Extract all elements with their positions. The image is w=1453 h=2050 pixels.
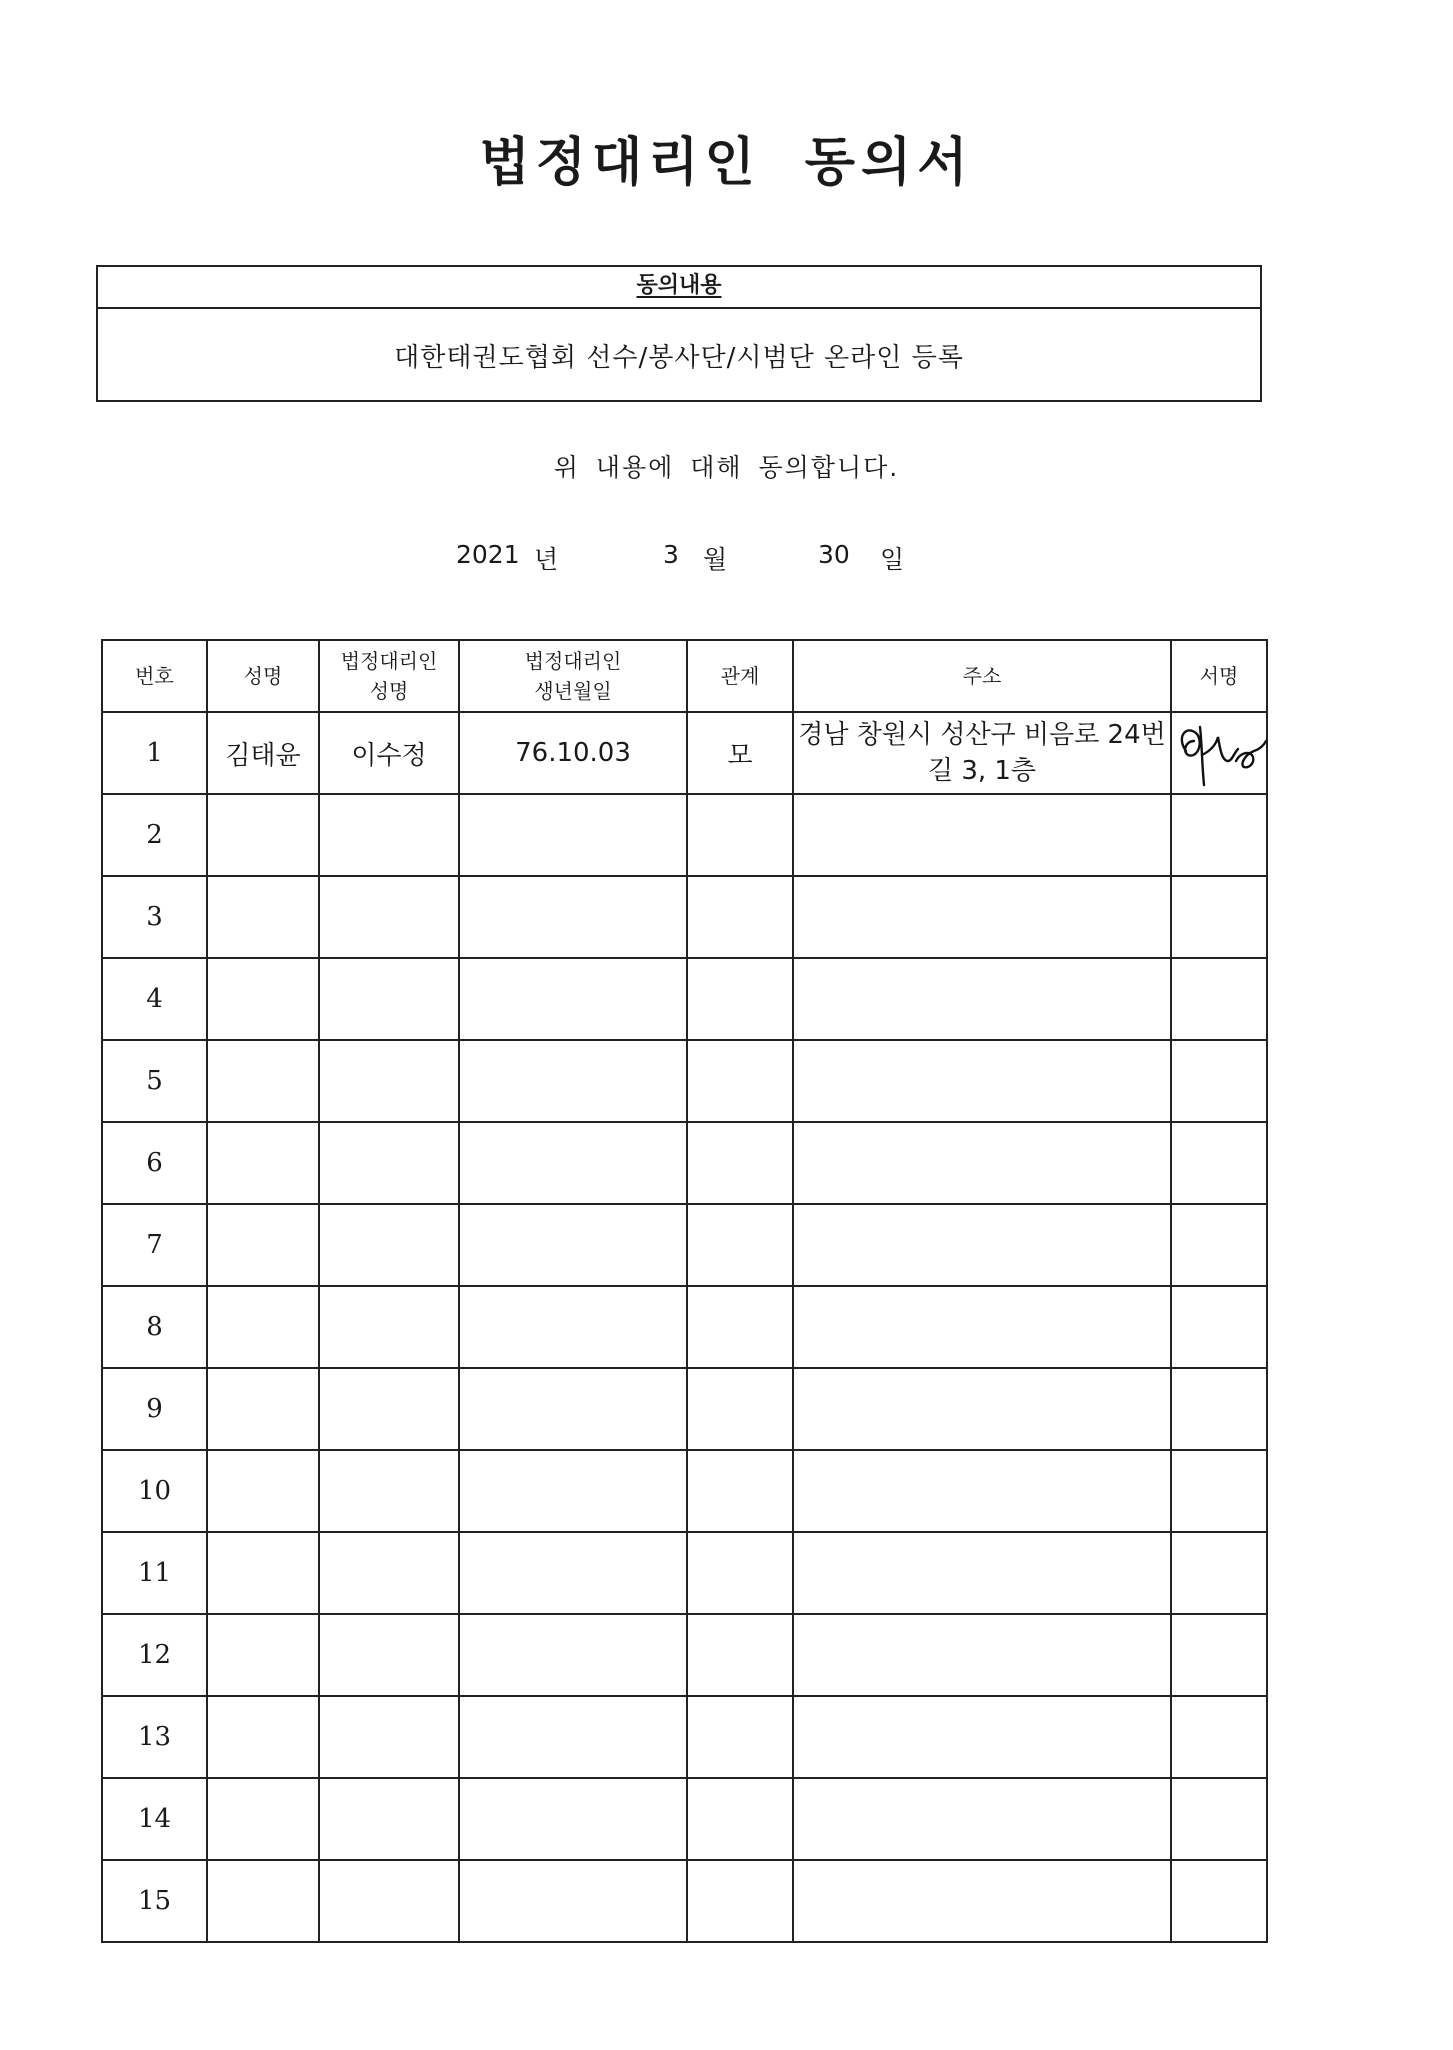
consent-header-label: 동의내용 bbox=[636, 273, 722, 298]
header-address: 주소 bbox=[793, 640, 1171, 712]
date-month: 3 bbox=[663, 540, 679, 569]
cell-no: 8 bbox=[102, 1286, 207, 1368]
cell-signature bbox=[1171, 876, 1267, 958]
cell-relation bbox=[687, 1368, 793, 1450]
cell-signature bbox=[1171, 1368, 1267, 1450]
cell-relation bbox=[687, 876, 793, 958]
header-guardian-birth bbox=[459, 640, 687, 712]
cell-name bbox=[207, 876, 319, 958]
cell-birth bbox=[459, 1860, 687, 1942]
date-day: 30 bbox=[818, 540, 850, 569]
cell-birth bbox=[459, 1204, 687, 1286]
table-row bbox=[102, 1778, 1267, 1860]
cell-address bbox=[793, 1860, 1171, 1942]
cell-address bbox=[793, 1286, 1171, 1368]
cell-name bbox=[207, 1286, 319, 1368]
table-row bbox=[102, 1532, 1267, 1614]
cell-guardian bbox=[319, 1286, 459, 1368]
cell-no: 2 bbox=[102, 794, 207, 876]
cell-no: 11 bbox=[102, 1532, 207, 1614]
cell-name bbox=[207, 1696, 319, 1778]
cell-guardian bbox=[319, 958, 459, 1040]
cell-birth bbox=[459, 1532, 687, 1614]
cell-guardian bbox=[319, 876, 459, 958]
cell-no: 9 bbox=[102, 1368, 207, 1450]
header-guardian-name-line2: 성명 bbox=[369, 679, 409, 703]
table-row bbox=[102, 1122, 1267, 1204]
cell-signature bbox=[1171, 1696, 1267, 1778]
cell-no: 5 bbox=[102, 1040, 207, 1122]
cell-birth bbox=[459, 876, 687, 958]
cell-guardian bbox=[319, 1450, 459, 1532]
table-row bbox=[102, 1614, 1267, 1696]
cell-birth bbox=[459, 1614, 687, 1696]
cell-signature bbox=[1171, 1040, 1267, 1122]
cell-signature bbox=[1171, 1450, 1267, 1532]
table-row bbox=[102, 1286, 1267, 1368]
cell-guardian: 이수정 bbox=[319, 712, 459, 794]
table-header-row bbox=[102, 640, 1267, 712]
header-guardian-name-line1: 법정대리인 bbox=[340, 649, 438, 673]
cell-name bbox=[207, 1860, 319, 1942]
cell-birth bbox=[459, 1286, 687, 1368]
cell-no: 10 bbox=[102, 1450, 207, 1532]
consent-header bbox=[98, 267, 1260, 309]
cell-address bbox=[793, 958, 1171, 1040]
cell-address bbox=[793, 1778, 1171, 1860]
cell-address bbox=[793, 1040, 1171, 1122]
cell-no: 13 bbox=[102, 1696, 207, 1778]
table-row bbox=[102, 1696, 1267, 1778]
cell-signature bbox=[1171, 1614, 1267, 1696]
header-guardian-birth-line2: 생년월일 bbox=[534, 679, 612, 703]
cell-address bbox=[793, 794, 1171, 876]
cell-name: 김태윤 bbox=[207, 712, 319, 794]
cell-birth bbox=[459, 958, 687, 1040]
consent-box bbox=[96, 265, 1262, 402]
cell-address: 경남 창원시 성산구 비음로 24번길 3, 1층 bbox=[793, 712, 1171, 794]
cell-no: 14 bbox=[102, 1778, 207, 1860]
cell-guardian bbox=[319, 1532, 459, 1614]
cell-address bbox=[793, 1204, 1171, 1286]
cell-relation bbox=[687, 1532, 793, 1614]
header-guardian-name bbox=[319, 640, 459, 712]
table-row bbox=[102, 958, 1267, 1040]
cell-birth: 76.10.03 bbox=[459, 712, 687, 794]
cell-no: 15 bbox=[102, 1860, 207, 1942]
cell-birth bbox=[459, 1040, 687, 1122]
cell-birth bbox=[459, 1122, 687, 1204]
cell-relation bbox=[687, 1860, 793, 1942]
cell-name bbox=[207, 1778, 319, 1860]
table-row bbox=[102, 876, 1267, 958]
cell-guardian bbox=[319, 1040, 459, 1122]
cell-name bbox=[207, 1368, 319, 1450]
cell-no: 12 bbox=[102, 1614, 207, 1696]
cell-guardian bbox=[319, 1368, 459, 1450]
cell-relation bbox=[687, 958, 793, 1040]
cell-birth bbox=[459, 794, 687, 876]
cell-relation bbox=[687, 1450, 793, 1532]
cell-signature bbox=[1171, 1532, 1267, 1614]
cell-name bbox=[207, 794, 319, 876]
cell-no: 1 bbox=[102, 712, 207, 794]
cell-guardian bbox=[319, 1204, 459, 1286]
cell-address bbox=[793, 1450, 1171, 1532]
cell-name bbox=[207, 1532, 319, 1614]
cell-relation: 모 bbox=[687, 712, 793, 794]
date-year-unit: 년 bbox=[534, 545, 559, 574]
table-row bbox=[102, 712, 1267, 794]
cell-signature bbox=[1171, 712, 1267, 794]
cell-name bbox=[207, 1040, 319, 1122]
cell-name bbox=[207, 1204, 319, 1286]
cell-relation bbox=[687, 1122, 793, 1204]
header-no: 번호 bbox=[102, 640, 207, 712]
cell-signature bbox=[1171, 1122, 1267, 1204]
handwritten-signature bbox=[1172, 715, 1268, 791]
cell-signature bbox=[1171, 958, 1267, 1040]
date-day-unit: 일 bbox=[880, 545, 905, 574]
agreement-text: 위 내용에 대해 동의합니다. bbox=[553, 453, 900, 482]
cell-address bbox=[793, 1368, 1171, 1450]
header-guardian-birth-line1: 법정대리인 bbox=[524, 649, 622, 673]
table-row bbox=[102, 1204, 1267, 1286]
cell-birth bbox=[459, 1778, 687, 1860]
cell-relation bbox=[687, 1040, 793, 1122]
cell-no: 4 bbox=[102, 958, 207, 1040]
cell-guardian bbox=[319, 1696, 459, 1778]
cell-guardian bbox=[319, 794, 459, 876]
cell-signature bbox=[1171, 1860, 1267, 1942]
cell-signature bbox=[1171, 1778, 1267, 1860]
table-row bbox=[102, 1368, 1267, 1450]
cell-signature bbox=[1171, 794, 1267, 876]
header-signature: 서명 bbox=[1171, 640, 1267, 712]
cell-signature bbox=[1171, 1204, 1267, 1286]
cell-relation bbox=[687, 1778, 793, 1860]
date-year: 2021 bbox=[456, 540, 520, 569]
cell-no: 7 bbox=[102, 1204, 207, 1286]
cell-address bbox=[793, 1122, 1171, 1204]
cell-relation bbox=[687, 1286, 793, 1368]
date-month-unit: 월 bbox=[703, 545, 728, 574]
document-title: 법정대리인 동의서 bbox=[479, 133, 974, 193]
cell-guardian bbox=[319, 1778, 459, 1860]
cell-no: 3 bbox=[102, 876, 207, 958]
table-row bbox=[102, 1040, 1267, 1122]
cell-relation bbox=[687, 1204, 793, 1286]
cell-address bbox=[793, 1614, 1171, 1696]
cell-address bbox=[793, 1532, 1171, 1614]
table-row bbox=[102, 1450, 1267, 1532]
cell-name bbox=[207, 1614, 319, 1696]
cell-guardian bbox=[319, 1614, 459, 1696]
header-name: 성명 bbox=[207, 640, 319, 712]
cell-birth bbox=[459, 1696, 687, 1778]
cell-name bbox=[207, 1450, 319, 1532]
table-row bbox=[102, 1860, 1267, 1942]
cell-relation bbox=[687, 1614, 793, 1696]
table-row bbox=[102, 794, 1267, 876]
cell-relation bbox=[687, 794, 793, 876]
header-relation: 관계 bbox=[687, 640, 793, 712]
cell-relation bbox=[687, 1696, 793, 1778]
cell-name bbox=[207, 1122, 319, 1204]
cell-address bbox=[793, 876, 1171, 958]
cell-birth bbox=[459, 1368, 687, 1450]
cell-birth bbox=[459, 1450, 687, 1532]
guardian-table bbox=[101, 639, 1268, 1943]
cell-address bbox=[793, 1696, 1171, 1778]
cell-guardian bbox=[319, 1860, 459, 1942]
cell-guardian bbox=[319, 1122, 459, 1204]
cell-name bbox=[207, 958, 319, 1040]
cell-no: 6 bbox=[102, 1122, 207, 1204]
cell-signature bbox=[1171, 1286, 1267, 1368]
consent-content: 대한태권도협회 선수/봉사단/시범단 온라인 등록 bbox=[394, 343, 964, 373]
